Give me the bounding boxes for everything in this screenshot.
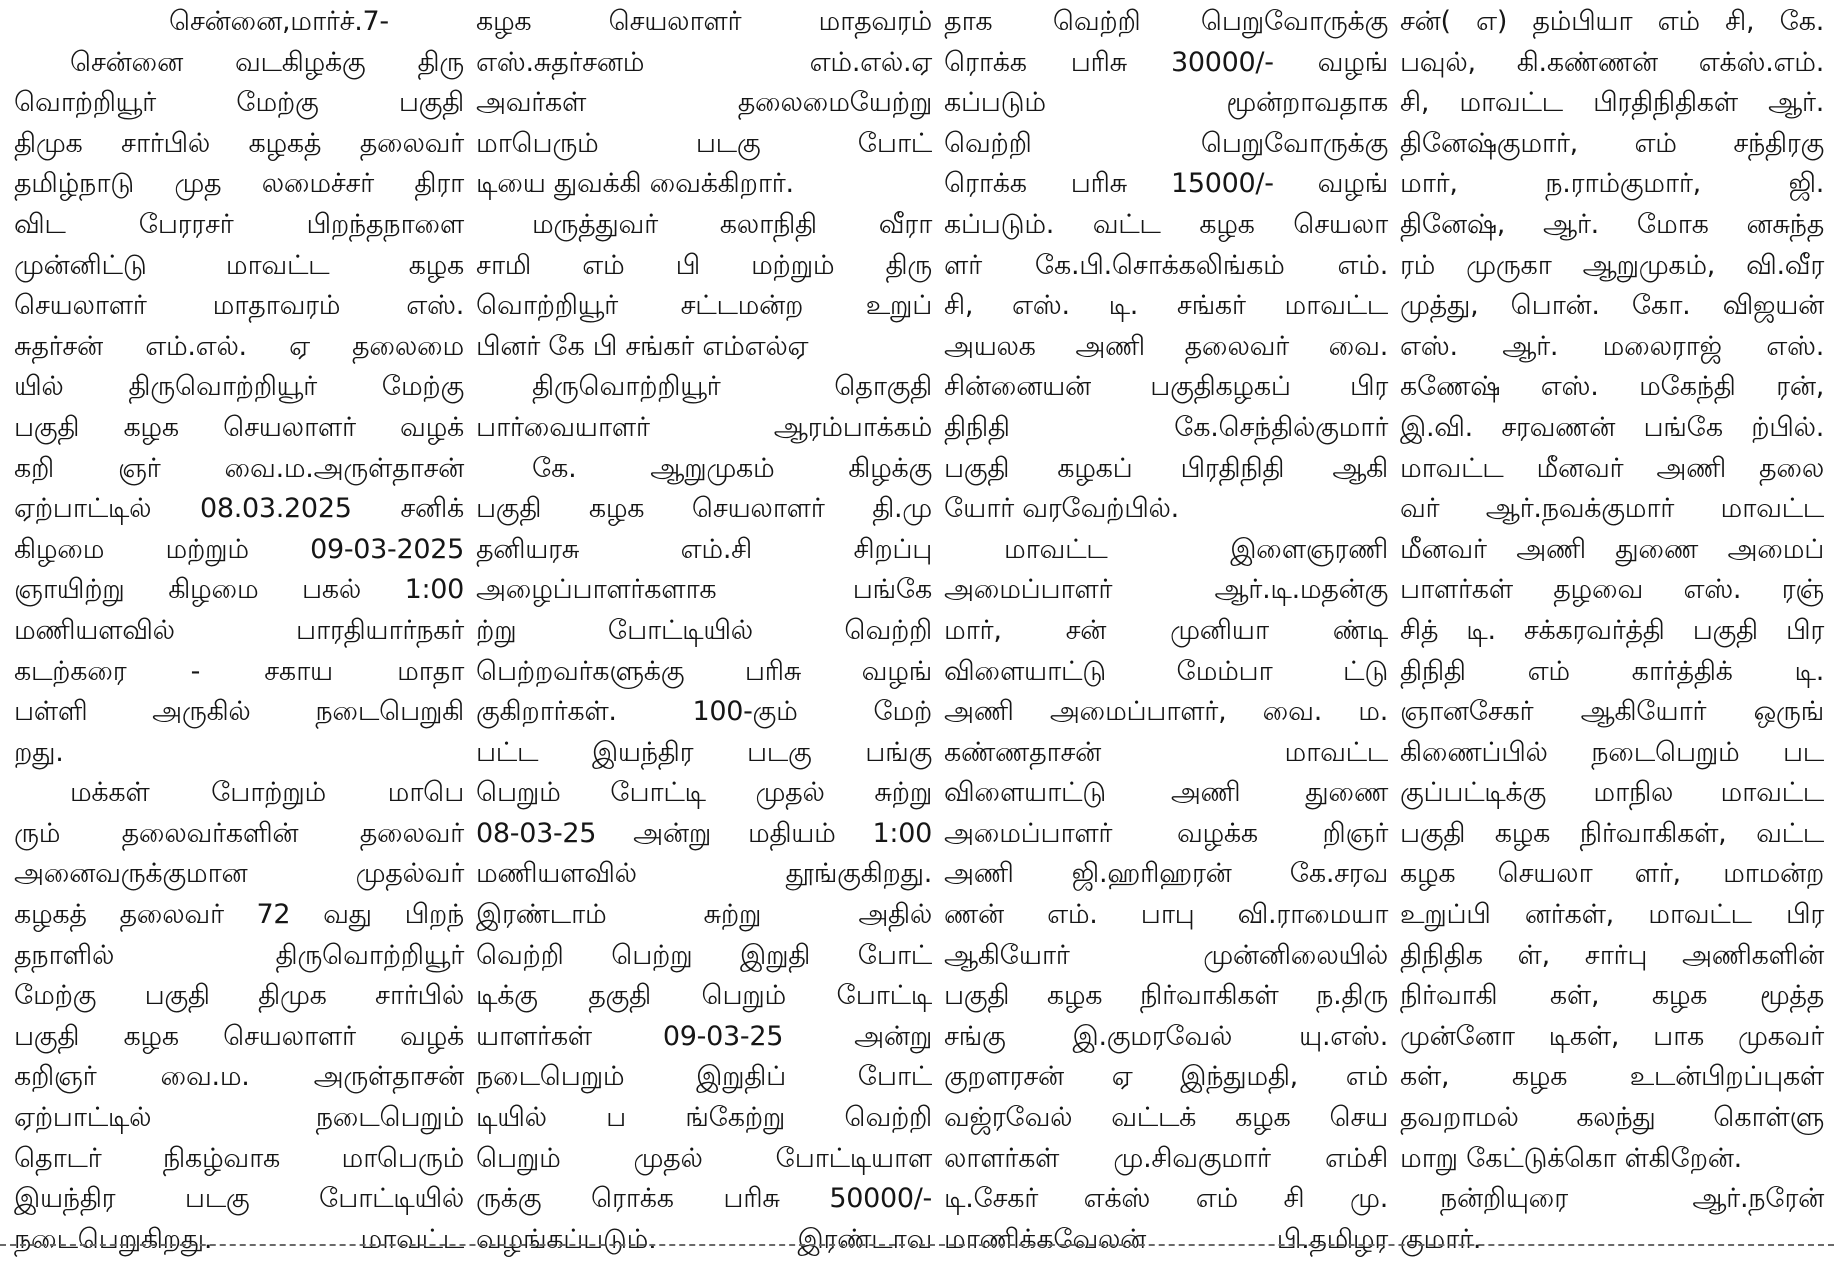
text-line: முன்னிட்டு மாவட்ட கழக [14, 249, 464, 281]
text-line: ஏற்பாட்டில் நடைபெறும் [14, 1102, 464, 1134]
dateline: சென்னை,மார்ச்.7- [169, 6, 389, 37]
text-line: விட பேரரசர் பிறந்தநாளை [14, 208, 464, 240]
text-line: கள், கழக உடன்பிறப்புகள் [1400, 1061, 1824, 1093]
text-line: வொற்றியூர் சட்டமன்ற உறுப் [476, 290, 932, 322]
text-line: அணி அமைப்பாளர், வை. ம. [944, 696, 1388, 728]
text-line: மாறு கேட்டுக்கொ ள்கிறேன். [1400, 1142, 1742, 1174]
text-line: செயலாளர் மாதாவரம் எஸ். [14, 290, 464, 322]
text-line: யோர் வரவேற்பில். [944, 493, 1179, 525]
text-line: அனைவருக்குமான முதல்வர் [14, 858, 464, 890]
text-line: மாவட்ட மீனவர் அணி தலை [1400, 452, 1824, 484]
text-line: மாபெரும் படகு போட் [476, 127, 932, 159]
text-line: கறி ஞர் வை.ம.அருள்தாசன் [14, 452, 464, 484]
article-columns [8, 2, 1830, 1255]
text-line: நடைபெறும் இறுதிப் போட் [476, 1061, 932, 1093]
text-line: லாளர்கள் மு.சிவகுமார் எம்சி [944, 1142, 1388, 1174]
dashed-separator [0, 1244, 1834, 1246]
text-line: இயந்திர படகு போட்டியில் [14, 1183, 464, 1215]
text-line: வழங்கப்படும். இரண்டாவ [476, 1223, 932, 1255]
text-line: டியில் ப ங்கேற்று வெற்றி [476, 1102, 932, 1134]
text-line: திநிதி கே.செந்தில்குமார் [944, 411, 1388, 443]
text-line: திமுக சார்பில் கழகத் தலைவர் [14, 127, 464, 159]
text-line: அணி ஜி.ஹரிஹரன் கே.சரவ [944, 858, 1388, 890]
text-line: சாமி எம் பி மற்றும் திரு [476, 249, 932, 281]
text-line: பகுதி கழக செயலாளர் வழக் [14, 411, 464, 443]
text-line: ரம் முருகா ஆறுமுகம், வி.வீர [1400, 249, 1824, 281]
text-line: எஸ்.சுதர்சனம் எம்.எல்.ஏ [476, 46, 932, 78]
text-line: ரும் தலைவர்களின் தலைவர் [14, 817, 464, 849]
text-line: ரொக்க பரிசு 30000/- வழங் [944, 46, 1388, 78]
text-line: சன்( எ) தம்பியா எம் சி, கே. [1400, 6, 1824, 37]
text-line: பவுல், கி.கண்ணன் எக்ஸ்.எம். [1400, 46, 1824, 78]
text-line: கடற்கரை - சகாய மாதா [14, 655, 464, 687]
text-line: உறுப்பி னர்கள், மாவட்ட பிர [1400, 899, 1824, 931]
text-line: பினர் கே பி சங்கர் எம்எல்ஏ [476, 330, 809, 362]
text-line: மக்கள் போற்றும் மாபெ [70, 777, 464, 809]
text-line: மீனவர் அணி துணை அமைப் [1400, 533, 1824, 565]
text-line: கப்படும். வட்ட கழக செயலா [944, 208, 1388, 240]
text-line: திருவொற்றியூர் தொகுதி [532, 371, 932, 403]
text-line: வெற்றி பெறுவோருக்கு [944, 127, 1388, 159]
text-line: பள்ளி அருகில் நடைபெறுகி [14, 696, 464, 728]
text-line: கணேஷ் எஸ். மகேந்தி ரன், [1400, 371, 1824, 403]
text-line: மணியளவில் பாரதியார்நகர் [14, 614, 464, 646]
text-line: கழக செயலாளர் மாதவரம் [476, 6, 932, 37]
text-line: சின்னையன் பகுதிகழகப் பிர [944, 371, 1388, 403]
text-line: எஸ். ஆர். மலைராஜ் எஸ். [1400, 330, 1824, 362]
text-line: பெறும் முதல் போட்டியாள [476, 1142, 932, 1174]
text-line: கழக செயலா ளர், மாமன்ற [1400, 858, 1824, 890]
text-line: கண்ணதாசன் மாவட்ட [944, 736, 1388, 768]
text-line: தாக வெற்றி பெறுவோருக்கு [944, 6, 1388, 37]
text-line: பகுதி கழக செயலாளர் வழக் [14, 1020, 464, 1052]
text-line: ரொக்க பரிசு 15000/- வழங் [944, 168, 1388, 200]
text-line: கப்படும் மூன்றாவதாக [944, 87, 1388, 119]
text-line: சுதர்சன் எம்.எல். ஏ தலைமை [14, 330, 464, 362]
text-line: 08-03-25 அன்று மதியம் 1:00 [476, 817, 932, 849]
text-line: பாளர்கள் தழவை எஸ். ரஞ் [1400, 574, 1824, 606]
text-line: மேற்கு பகுதி திமுக சார்பில் [14, 980, 464, 1012]
text-line: டி.சேகர் எக்ஸ் எம் சி மு. [944, 1183, 1388, 1215]
text-line: பெறும் போட்டி முதல் சுற்று [476, 777, 932, 809]
text-line: குமார். [1400, 1223, 1482, 1255]
text-line: ஞானசேகர் ஆகியோர் ஒருங் [1400, 696, 1824, 728]
text-line: ஏற்பாட்டில் 08.03.2025 சனிக் [14, 493, 464, 525]
text-line: கிணைப்பில் நடைபெறும் பட [1400, 736, 1824, 768]
text-line: ற்று போட்டியில் வெற்றி [476, 614, 932, 646]
text-line: முன்னோ டிகள், பாக முகவர் [1400, 1020, 1824, 1052]
text-line: சங்கு இ.குமரவேல் யு.எஸ். [944, 1020, 1388, 1052]
text-line: சென்னை வடகிழக்கு திரு [70, 46, 464, 78]
text-line: யில் திருவொற்றியூர் மேற்கு [14, 371, 464, 403]
text-line: கே. ஆறுமுகம் கிழக்கு [532, 452, 932, 484]
text-line: அழைப்பாளர்களாக பங்கே [476, 574, 932, 606]
text-line: தவறாமல் கலந்து கொள்ளு [1400, 1102, 1824, 1134]
text-line: மார், ந.ராம்குமார், ஜி. [1400, 168, 1824, 200]
text-line: அமைப்பாளர் ஆர்.டி.மதன்கு [944, 574, 1388, 606]
text-line: ஆகியோர் முன்னிலையில் [944, 939, 1388, 971]
text-line: தனியரசு எம்.சி சிறப்பு [476, 533, 932, 565]
article-column-2 [470, 2, 938, 1255]
text-line: றது. [14, 736, 64, 768]
text-line: குப்பட்டிக்கு மாநில மாவட்ட [1400, 777, 1824, 809]
text-line: நடைபெறுகிறது. மாவட்ட [14, 1223, 464, 1255]
text-line: வொற்றியூர் மேற்கு பகுதி [14, 87, 464, 119]
text-line: சி, மாவட்ட பிரதிநிதிகள் ஆர். [1400, 87, 1824, 119]
text-line: சித் டி. சக்கரவர்த்தி பகுதி பிர [1400, 614, 1824, 646]
text-line: முத்து, பொன். கோ. விஜயன் [1400, 290, 1824, 322]
text-line: நிர்வாகி கள், கழக மூத்த [1400, 980, 1824, 1012]
text-line: தினேஷ்குமார், எம் சந்திரகு [1400, 127, 1824, 159]
article-column-1 [8, 2, 470, 1255]
text-line: தினேஷ், ஆர். மோக னசுந்த [1400, 208, 1824, 240]
text-line: பட்ட இயந்திர படகு பங்கு [476, 736, 932, 768]
text-line: நன்றியுரை ஆர்.நரேன் [1440, 1183, 1824, 1215]
text-line: டிக்கு தகுதி பெறும் போட்டி [476, 980, 932, 1012]
text-line: பகுதி கழக செயலாளர் தி.மு [476, 493, 932, 525]
article-column-3 [938, 2, 1394, 1255]
text-line: வஜ்ரவேல் வட்டக் கழக செய [944, 1102, 1388, 1134]
text-line: பகுதி கழக நிர்வாகிகள் ந.திரு [944, 980, 1388, 1012]
text-line: டியை துவக்கி வைக்கிறார். [476, 168, 794, 200]
text-line: ஞாயிற்று கிழமை பகல் 1:00 [14, 574, 464, 606]
text-line: வர் ஆர்.நவக்குமார் மாவட்ட [1400, 493, 1824, 525]
text-line: மருத்துவர் கலாநிதி வீரா [532, 208, 932, 240]
text-line: கிழமை மற்றும் 09-03-2025 [14, 533, 464, 565]
text-line: திநிதி எம் கார்த்திக் டி. [1400, 655, 1824, 687]
text-line: மாணிக்கவேலன் பி.தமிழர [944, 1223, 1388, 1255]
text-line: இ.வி. சரவணன் பங்கே ற்பில். [1400, 411, 1824, 443]
text-line: பெற்றவர்களுக்கு பரிசு வழங் [476, 655, 932, 687]
text-line: இரண்டாம் சுற்று அதில் [476, 899, 932, 931]
text-line: மணியளவில் தூங்குகிறது. [476, 858, 932, 890]
text-line: ளர் கே.பி.சொக்கலிங்கம் எம். [944, 249, 1388, 281]
text-line: பார்வையாளர் ஆரம்பாக்கம் [476, 411, 932, 443]
text-line: யாளர்கள் 09-03-25 அன்று [476, 1020, 932, 1052]
text-line: விளையாட்டு மேம்பா ட்டு [944, 655, 1388, 687]
text-line: அயலக அணி தலைவர் வை. [944, 330, 1388, 362]
text-line: விளையாட்டு அணி துணை [944, 777, 1388, 809]
text-line: மாவட்ட இளைஞரணி [1004, 533, 1388, 565]
text-line: குகிறார்கள். 100-கும் மேற் [476, 696, 932, 728]
text-line: ருக்கு ரொக்க பரிசு 50000/- [476, 1183, 932, 1215]
text-line: ணன் எம். பாபு வி.ராமையா [944, 899, 1388, 931]
article-column-4 [1394, 2, 1830, 1255]
text-line: தமிழ்நாடு முத லமைச்சர் திரா [14, 168, 464, 200]
text-line: மார், சன் முனியா ண்டி [944, 614, 1388, 646]
text-line: கறிஞர் வை.ம. அருள்தாசன் [14, 1061, 464, 1093]
text-line: அமைப்பாளர் வழக்க றிஞர் [944, 817, 1388, 849]
text-line: தொடர் நிகழ்வாக மாபெரும் [14, 1142, 464, 1174]
text-line: பகுதி கழகப் பிரதிநிதி ஆகி [944, 452, 1388, 484]
text-line: குறளரசன் ஏ இந்துமதி, எம் [944, 1061, 1388, 1093]
text-line: பகுதி கழக நிர்வாகிகள், வட்ட [1400, 817, 1824, 849]
text-line: வெற்றி பெற்று இறுதி போட் [476, 939, 932, 971]
text-line: சி, எஸ். டி. சங்கர் மாவட்ட [944, 290, 1388, 322]
text-line: அவர்கள் தலைமையேற்று [476, 87, 932, 119]
text-line: தநாளில் திருவொற்றியூர் [14, 939, 464, 971]
text-line: திநிதிக ள், சார்பு அணிகளின் [1400, 939, 1824, 971]
text-line: கழகத் தலைவர் 72 வது பிறந் [14, 899, 464, 931]
